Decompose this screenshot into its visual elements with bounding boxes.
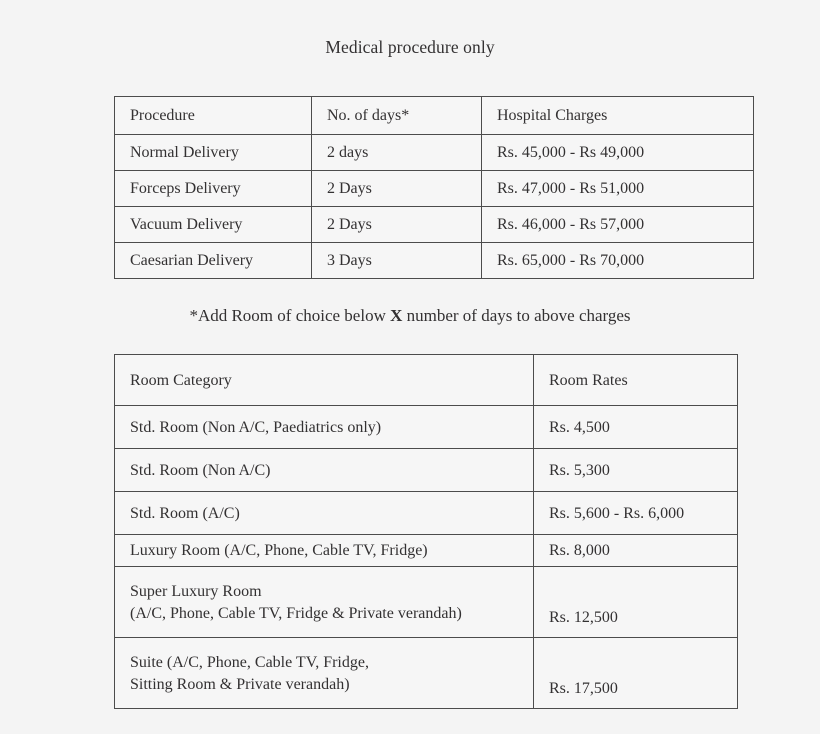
cell-days: 2 days <box>312 135 482 171</box>
room-rates-table <box>114 354 738 709</box>
cell-room-rate: Rs. 5,300 <box>534 449 738 492</box>
cell-room-rate: Rs. 8,000 <box>534 535 738 567</box>
cell-charges: Rs. 47,000 - Rs 51,000 <box>482 171 754 207</box>
room-category-line-2: Sitting Room & Private verandah) <box>130 676 350 693</box>
page-title: Medical procedure only <box>325 37 495 57</box>
cell-room-rate: Rs. 17,500 <box>534 638 738 709</box>
table-row <box>115 567 738 638</box>
cell-room-category <box>115 638 534 709</box>
cell-room-rate: Rs. 12,500 <box>534 567 738 638</box>
table-row <box>115 243 754 279</box>
table-header-row <box>115 355 738 406</box>
cell-procedure: Forceps Delivery <box>115 171 312 207</box>
table-row <box>115 406 738 449</box>
table-row <box>115 171 754 207</box>
cell-days: 2 Days <box>312 171 482 207</box>
cell-charges: Rs. 65,000 - Rs 70,000 <box>482 243 754 279</box>
room-category-line-1: Super Luxury Room <box>130 583 262 600</box>
table-row <box>115 449 738 492</box>
cell-days: 3 Days <box>312 243 482 279</box>
cell-room-category: Std. Room (Non A/C) <box>115 449 534 492</box>
cell-room-rate: Rs. 5,600 - Rs. 6,000 <box>534 492 738 535</box>
column-header-charges: Hospital Charges <box>482 97 754 135</box>
table-row <box>115 207 754 243</box>
room-note <box>0 304 820 327</box>
table-row <box>115 135 754 171</box>
column-header-days: No. of days* <box>312 97 482 135</box>
cell-room-rate: Rs. 4,500 <box>534 406 738 449</box>
cell-room-category <box>115 567 534 638</box>
cell-procedure: Caesarian Delivery <box>115 243 312 279</box>
table-row <box>115 638 738 709</box>
note-prefix: *Add Room of choice below <box>189 306 391 325</box>
cell-charges: Rs. 45,000 - Rs 49,000 <box>482 135 754 171</box>
note-suffix: number of days to above charges <box>402 306 631 325</box>
cell-room-category: Std. Room (A/C) <box>115 492 534 535</box>
note-emphasis: X <box>390 306 403 325</box>
table-row <box>115 535 738 567</box>
table-header-row <box>115 97 754 135</box>
column-header-procedure: Procedure <box>115 97 312 135</box>
room-category-line-2: (A/C, Phone, Cable TV, Fridge & Private verandah) <box>130 605 462 622</box>
column-header-room-category: Room Category <box>115 355 534 406</box>
cell-procedure: Vacuum Delivery <box>115 207 312 243</box>
column-header-room-rates: Room Rates <box>534 355 738 406</box>
cell-room-category: Std. Room (Non A/C, Paediatrics only) <box>115 406 534 449</box>
table-row <box>115 492 738 535</box>
cell-charges: Rs. 46,000 - Rs 57,000 <box>482 207 754 243</box>
cell-days: 2 Days <box>312 207 482 243</box>
procedures-table <box>114 96 754 279</box>
cell-room-category: Luxury Room (A/C, Phone, Cable TV, Fridge) <box>115 535 534 567</box>
cell-procedure: Normal Delivery <box>115 135 312 171</box>
room-category-line-1: Suite (A/C, Phone, Cable TV, Fridge, <box>130 654 369 671</box>
